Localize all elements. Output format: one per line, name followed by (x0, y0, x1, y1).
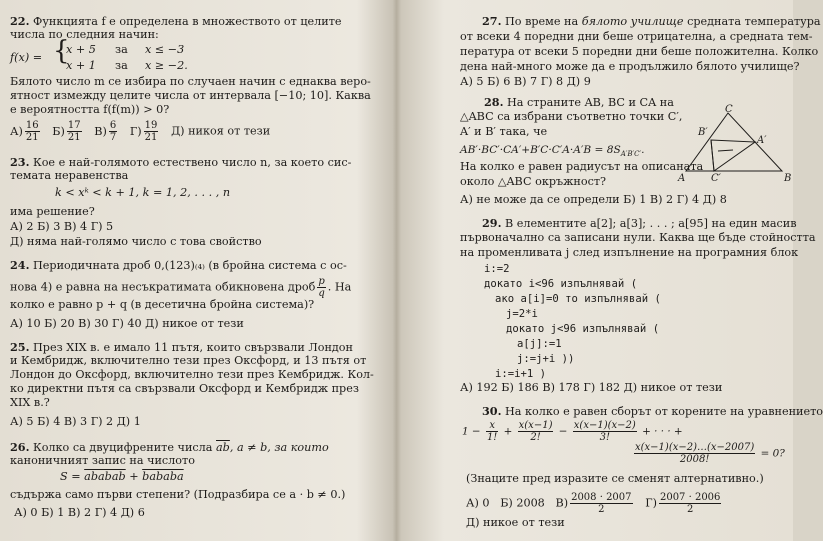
q27-text1: По време на (505, 15, 579, 28)
numerator: 2008 · 2007 (571, 492, 632, 503)
eq-start: 1 − (462, 425, 481, 438)
q28-formula-sub: A′B′C′ (620, 150, 642, 159)
s-term2: bababa (142, 470, 184, 483)
q27-line4: дена най-много може да е продължило бялото училище? (460, 60, 800, 73)
q23-formula: k < xᵏ < k + 1, k = 1, 2, . . . , n (55, 186, 231, 199)
q26-answers: А) 0 Б) 1 В) 2 Г) 4 Д) 6 (14, 506, 145, 519)
s-plus: + (129, 470, 139, 483)
q30-answer-b: Б) 2008 (500, 496, 545, 510)
vertex-label: A (678, 173, 686, 184)
answer-fraction (67, 120, 82, 143)
q28-formula (460, 143, 644, 161)
q28-line2: △ABC са избрани съответно точки C′, (460, 110, 683, 123)
denominator: 2 (598, 504, 605, 515)
q24-line1 (10, 258, 347, 273)
vertex-label: B′ (698, 127, 708, 138)
q28-formula-main: AB′·BC′·CA′+B′C·C′A·A′B = 8S (460, 144, 621, 156)
q30-note: (Знаците пред изразите се сменят алтернативно.) (466, 472, 764, 485)
q22-line3: Бялото число m се избира по случаен начин с еднаква веро- (10, 75, 371, 88)
q28-number: 28. (484, 95, 504, 109)
q22-case1-word: за (115, 43, 128, 56)
q29-line3: на променливата j след изпълнение на програмния блок (460, 246, 799, 259)
q23-line3: има решение? (10, 205, 95, 218)
s-equals: S = (60, 470, 81, 483)
q30-answers (466, 492, 723, 515)
q22-fx: f(x) = (10, 51, 43, 64)
q25-line3: Лондон до Оксфорд, включително тези през Кембридж. Кол- (10, 368, 374, 381)
q29-number: 29. (482, 216, 502, 230)
q30-equation-row1: 1 − $\frac{x}{1!}$ + $\frac{x(x-1)}{2!}$ − $\frac{x(x-1)(x-2)}{3!}$ + · · · + (462, 420, 683, 443)
q27-line3: пература от всеки 5 поредни дни беше положителна. Колко (460, 45, 819, 58)
code-line: ако a[i]=0 то изпълнявай ( (495, 293, 661, 305)
q27-text1-italic: бялото училище (581, 15, 684, 28)
eq-term1 (486, 420, 498, 443)
q23-answer-e: Д) няма най-голямо число с това свойство (10, 235, 262, 248)
q30-answer-a: А) 0 (466, 496, 490, 510)
left-page (0, 0, 392, 541)
eq-end: = 0? (760, 447, 785, 460)
answer-fraction (144, 120, 159, 143)
q22-answers (10, 120, 270, 143)
right-page (400, 0, 823, 541)
q26-ab-number: $\overline{ab}$ (216, 441, 230, 454)
q27-number: 27. (482, 14, 502, 28)
code-line: j:=j+i )) (517, 353, 575, 365)
q22-answer-c (94, 120, 119, 143)
q25-line1 (10, 340, 353, 355)
q26-formula (60, 470, 184, 484)
s-term1: ababab (84, 470, 126, 483)
q24-text1: Периодичната дроб 0,(123)₍₄₎ (в бройна система с ос- (33, 259, 347, 272)
denominator: 21 (67, 132, 81, 143)
numerator: x(x−1) (518, 420, 553, 431)
q30-answer-d-label: Г) (645, 496, 657, 510)
q28-formula-end: . (641, 144, 645, 156)
numerator: 6 (109, 120, 117, 131)
numerator: 2007 · 2006 (659, 492, 721, 503)
q23-text1: Кое е най-голямото естествено число n, за което сис- (33, 156, 352, 169)
code-line: докато i<96 изпълнявай ( (484, 278, 638, 290)
denominator: 2008! (679, 454, 710, 465)
q23-number: 23. (10, 155, 30, 169)
triangle-figure (678, 103, 794, 183)
q27-answers: А) 5 Б) 6 В) 7 Г) 8 Д) 9 (460, 75, 591, 88)
q22-line1 (10, 14, 342, 29)
q25-line2: и Кембридж, включително тези през Оксфорд, и 13 пътя от (10, 354, 367, 367)
answer-label: Г) (129, 124, 142, 138)
denominator: 1! (486, 432, 498, 443)
vertex-label: C (725, 104, 733, 115)
code-line: i:=2 (484, 263, 510, 275)
numerator: 16 (25, 120, 39, 131)
answer-fraction (25, 120, 40, 143)
q25-number: 25. (10, 340, 30, 354)
q24-line2 (10, 276, 351, 299)
denominator: 2 (687, 504, 694, 515)
numerator: 17 (67, 120, 81, 131)
denominator: q (318, 288, 325, 299)
q22-line4: ятност измежду целите числа от интервала [−10; 10]. Каква (10, 89, 371, 102)
q25-line4: ко директни пътя са свързвали Оксфорд и Кембридж през (10, 382, 359, 395)
numerator: 19 (144, 120, 158, 131)
q30-answer-e: Д) никое от тези (466, 516, 565, 529)
answer-fraction (109, 120, 117, 143)
q30-answer-c-fraction (570, 492, 632, 515)
denominator: 21 (144, 132, 158, 143)
q29-answers: А) 192 Б) 186 В) 178 Г) 182 Д) никое от тези (460, 381, 723, 394)
q25-answers: А) 5 Б) 4 В) 3 Г) 2 Д) 1 (10, 415, 141, 428)
eq-term2 (518, 420, 554, 443)
numerator: x(x−1)(x−2)…(x−2007) (635, 442, 755, 453)
q24-number: 24. (10, 258, 30, 272)
q22-answer-e: Д) никоя от тези (171, 124, 271, 138)
q22-answer-b (52, 120, 83, 143)
q28-text1: На страните AB, BC и CA на (507, 96, 674, 109)
q28-line1 (484, 95, 674, 110)
q22-line2: числа по следния начин: (10, 28, 159, 41)
q22-case2-word: за (115, 59, 128, 72)
eq-dots: + · · · + (642, 425, 683, 438)
q24-answers: А) 10 Б) 20 В) 30 Г) 40 Д) никое от тези (10, 317, 244, 330)
q22-answer-d (129, 120, 161, 143)
q23-answers: А) 2 Б) 3 В) 4 Г) 5 (10, 220, 114, 233)
q22-line5: е вероятността f(f(m)) > 0? (10, 103, 170, 116)
q26-line1 (10, 440, 329, 455)
q24-line3: колко е равно p + q (в десетична бройна система)? (10, 298, 315, 311)
q30-answer-d-fraction (659, 492, 721, 515)
code-line: i:=i+1 ) (495, 368, 547, 380)
numerator: x(x−1)(x−2) (573, 420, 636, 431)
q28-line3: A′ и B′ така, че (460, 125, 548, 138)
q26-line2: каноничният запис на числото (10, 454, 195, 467)
q23-line2: темата неравенства (10, 169, 129, 182)
code-line: j=2*i (506, 308, 538, 320)
q22-answer-a (10, 120, 42, 143)
q26-text1: Колко са двуцифрените числа (33, 441, 213, 454)
answer-label: А) (10, 124, 23, 138)
q22-text1: Функцията f е определена в множеството от целите (33, 15, 342, 28)
q27-text1-end: средната температура (687, 15, 821, 28)
denominator: 21 (25, 132, 39, 143)
eq-term4 (634, 442, 755, 465)
q30-text1: На колко е равен сборът от корените на уравнението (505, 405, 823, 418)
eq-term3 (573, 420, 637, 443)
q25-line5: XIX в.? (10, 396, 50, 409)
q22-case1-expr: x + 5 (66, 43, 96, 56)
q29-line2: първоначално са записани нули. Каква ще бъде стойността (460, 231, 816, 244)
q30-equation-row2 (632, 442, 785, 465)
q30-answer-c-label: В) (555, 496, 569, 510)
denominator: 2! (530, 432, 541, 443)
answer-label: В) (94, 124, 107, 138)
q29-text1: В елементите a[2]; a[3]; . . . ; a[95] на един масив (505, 217, 797, 230)
vertex-label: A′ (757, 135, 767, 146)
q27-line1 (482, 14, 821, 29)
q30-number: 30. (482, 404, 502, 418)
q22-number: 22. (10, 14, 30, 28)
q29-line1 (482, 216, 797, 231)
denominator: 7 (109, 132, 117, 143)
q30-line1 (482, 404, 823, 419)
q28-answers: А) не може да се определи Б) 1 В) 2 Г) 4 Д) 8 (460, 193, 727, 206)
vertex-label: C′ (711, 173, 721, 184)
q25-text1: През XIX в. е имало 11 пътя, които свързвали Лондон (33, 341, 353, 354)
q23-line1 (10, 155, 351, 170)
q24-text2: нова 4) е равна на несъкратимата обикновена дроб (10, 280, 316, 294)
q26-text1-end: , a ≠ b, за които (229, 441, 329, 454)
code-line: a[j]:=1 (517, 338, 562, 350)
q22-case2-expr: x + 1 (66, 59, 96, 72)
numerator: p (318, 276, 325, 287)
q22-case2-cond: x ≥ −2. (145, 59, 188, 72)
answer-label: Б) (52, 124, 65, 138)
q22-case1-cond: x ≤ −3 (145, 43, 185, 56)
q28-line6: около △ABC окръжност? (460, 175, 607, 188)
q28-line5: На колко е равен радиусът на описаната (460, 160, 704, 173)
code-line: докато j<96 изпълнявай ( (506, 323, 660, 335)
q22-brace: { (53, 36, 70, 66)
q26-line3: съдържа само първи степени? (Подразбира се a · b ≠ 0.) (10, 488, 346, 501)
q26-number: 26. (10, 440, 30, 454)
denominator: 3! (599, 432, 610, 443)
q24-text2-end: . На (327, 280, 352, 294)
q27-line2: от всеки 4 поредни дни беше отрицателна, а средната тем- (460, 30, 813, 43)
numerator: x (486, 420, 498, 432)
vertex-label: B (784, 173, 792, 184)
q24-fraction (317, 276, 325, 299)
